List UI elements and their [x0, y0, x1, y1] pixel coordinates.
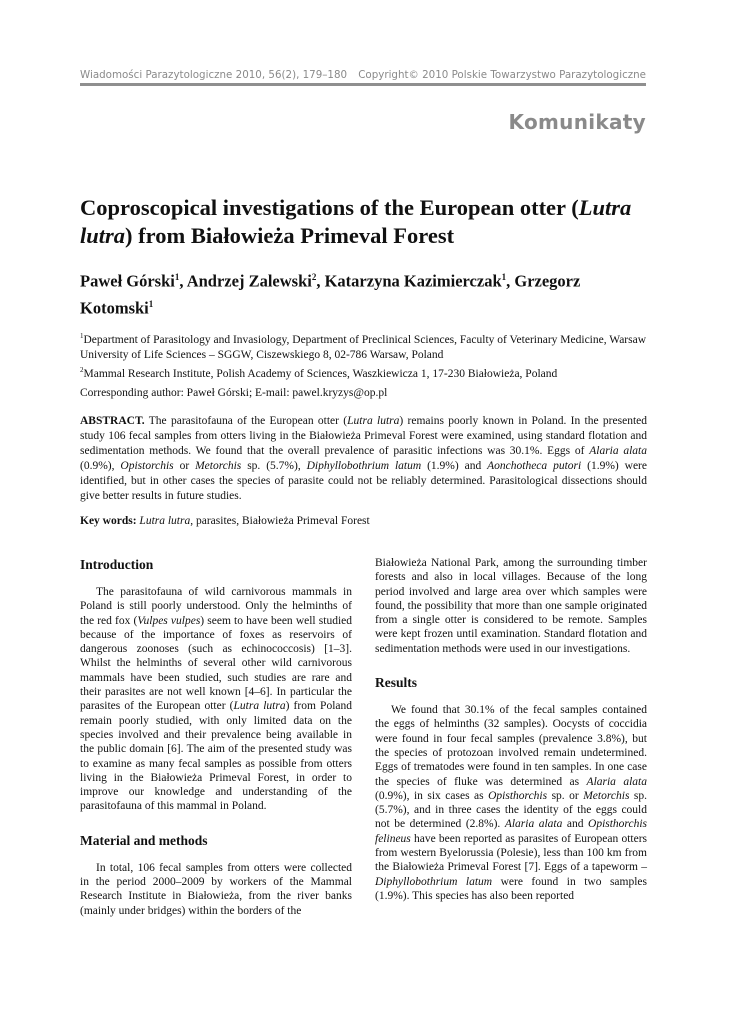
- title-part: Coproscopical investigations of the European otter (: [80, 195, 579, 220]
- text-run: and: [562, 818, 589, 831]
- keywords-text: [137, 515, 370, 527]
- text-run: (1.9%) and: [421, 460, 488, 472]
- keywords-label: Key words:: [80, 515, 137, 527]
- affiliation-line: [80, 329, 650, 363]
- affiliation-mark: 1: [80, 332, 84, 340]
- author-list: Paweł Górski$^1$, Andrzej Zalewski$^2$, Katarzyna Kazimierczak$^1$, Grzegorz Kotomski$^1$: [80, 271, 581, 317]
- article-title: [80, 194, 640, 250]
- text-run: sp. or: [547, 789, 584, 802]
- running-header: [80, 69, 646, 83]
- italic-term: Diphyllobothrium latum: [306, 460, 422, 472]
- text-run: sp. (5.7%), and in three cases the identity of the eggs could not be determined (2.8%).: [375, 789, 647, 831]
- text-run: were found in two samples (1.9%). This species has also been reported: [375, 875, 647, 902]
- section-label: Komunikaty: [508, 110, 646, 134]
- text-run: The parasitofauna of the European otter (: [144, 415, 348, 427]
- affiliation-line: [80, 363, 650, 382]
- author-affiliation-mark: 1: [148, 298, 154, 309]
- introduction-text: [80, 585, 352, 814]
- text-run: In total, 106 fecal samples from otters were collected in the period 2000–2009 by workers of the Mammal Research Institute in Białowieża, from the river banks (mainly under bridges) within the borders of the: [80, 861, 352, 917]
- abstract: [80, 414, 647, 504]
- corresponding-author: Corresponding author: Paweł Górski; E-mail: pawel.kryzys@op.pl: [80, 387, 388, 399]
- italic-term: Opisthorchis: [488, 789, 548, 802]
- italic-term: Metorchis: [583, 789, 630, 802]
- italic-term: Opistorchis: [120, 460, 174, 472]
- affiliations: [80, 329, 650, 382]
- italic-term: Vulpes vulpes: [137, 614, 201, 627]
- left-column: [80, 556, 352, 918]
- text-run: (0.9%), in six cases as: [375, 789, 489, 802]
- italic-term: Alaria alata: [589, 445, 647, 457]
- author-name: Katarzyna Kazimierczak: [324, 271, 502, 291]
- italic-term: Lutra lutra: [233, 700, 286, 713]
- text-run: , parasites, Białowieża Primeval Forest: [190, 515, 370, 527]
- author-affiliation-mark: 1: [501, 272, 507, 282]
- text-run: Białowieża National Park, among the surrounding timber forests and also in local villages. Because of the long period involved and large area over which samples were found, the possibility that more than one sample originated from a single otter is considered to be remote. Samples were kept frozen until examination. Standard flotation and sedimentation methods were used in our investigations.: [375, 557, 647, 655]
- text-run: ) from Poland remain poorly studied, with only limited data on the species involved and their prevalence being available in the public domain [6]. The aim of the presented study was to examine as many fecal samples as possible from otters living in the Białowieża Primeval Forest, in order to improve our knowledge and understanding of the parasitofauna of this mammal in Poland.: [80, 700, 352, 813]
- keywords: [80, 514, 650, 529]
- text-run: The parasitofauna of wild carnivorous mammals in Poland is still poorly understood. Only the helminths of the red fox (: [80, 586, 352, 627]
- affiliation-text: Mammal Research Institute, Polish Academy of Sciences, Waszkiewicza 1, 17-230 Białowieża, Poland: [83, 367, 558, 380]
- italic-term: Aonchotheca putori: [487, 460, 582, 472]
- affiliation-text: Department of Parasitology and Invasiology, Department of Preclinical Sciences, Faculty of Veterinary Medicine, Warsaw University of Life Sciences – SGGW, Ciszewskiego 8, 02-786 Warsaw, Poland: [80, 333, 647, 361]
- title-part: ) from Białowieża Primeval Forest: [125, 223, 455, 248]
- abstract-text: [80, 415, 647, 502]
- italic-term: Diphyllobothrium latum: [375, 875, 493, 888]
- copyright-notice: Copyright© 2010 Polskie Towarzystwo Parazytologiczne: [358, 69, 646, 81]
- text-run: have been reported as parasites of European otters from western Byelorussia (Polesie), less than 100 km from the Białowieża Primeval Forest [7]. Eggs of a tapeworm –: [375, 832, 647, 874]
- italic-term: Alaria alata: [586, 775, 647, 788]
- abstract-label: ABSTRACT.: [80, 415, 145, 427]
- italic-term: Opisthorchis felineus: [375, 818, 648, 845]
- author-name: Grzegorz Kotomski: [80, 271, 581, 317]
- methods-text: [80, 861, 352, 918]
- text-run: ) remains poorly known in Poland. In the presented study 106 fecal samples from otters living in the Białowieża Primeval Forest were examined, using standard flotation and sedimentation methods. We found that the overall prevalence of parasitic infections was 30.1%. Eggs of: [80, 415, 647, 457]
- introduction-heading: Introduction: [80, 557, 154, 572]
- journal-citation: Wiadomości Parazytologiczne 2010, 56(2), 179–180: [80, 69, 348, 81]
- methods-heading: Material and methods: [80, 832, 208, 848]
- author-name: Paweł Górski: [80, 271, 175, 291]
- methods-text-continued: [375, 556, 647, 656]
- author-name: Andrzej Zalewski: [186, 271, 312, 291]
- results-heading: Results: [375, 675, 418, 691]
- text-run: or: [173, 460, 196, 472]
- italic-term: Lutra lutra: [139, 515, 191, 527]
- right-column: [375, 556, 647, 903]
- text-run: ) seem to have been well studied because of the importance of foxes as reservoirs of dangerous zoonoses (such as echinococcosis) [1–3]. Whilst the helminths of several other wild carnivorous mammals have been studied, such studies are rare and their parasites are not well known [4–6]. In particular the parasites of the European otter (: [80, 614, 352, 713]
- title-species: Lutra lutra: [80, 195, 632, 248]
- text-run: sp. (5.7%),: [241, 460, 307, 472]
- text-run: (0.9%),: [80, 460, 121, 472]
- author-affiliation-mark: 1: [174, 272, 180, 282]
- italic-term: Metorchis: [195, 460, 242, 472]
- results-text: [375, 703, 647, 903]
- affiliation-mark: 2: [80, 365, 84, 374]
- italic-term: Alaria alata: [504, 818, 563, 831]
- italic-term: Lutra lutra: [347, 415, 400, 427]
- author-affiliation-mark: 2: [311, 272, 317, 282]
- text-run: (1.9%) were identified, but in other cases the species of parasite could not be reliably determined. Parasitological dissections should give better results in future studies.: [80, 460, 647, 502]
- header-rule: [80, 83, 646, 86]
- text-run: We found that 30.1% of the fecal samples contained the eggs of helminths (32 samples). Oocysts of coccidia were found in four fecal samples (prevalence 3.8%), but the species of protozoan involved remain undetermined. Eggs of trematodes were found in ten samples. In one case the species of fluke was determined as: [375, 704, 647, 788]
